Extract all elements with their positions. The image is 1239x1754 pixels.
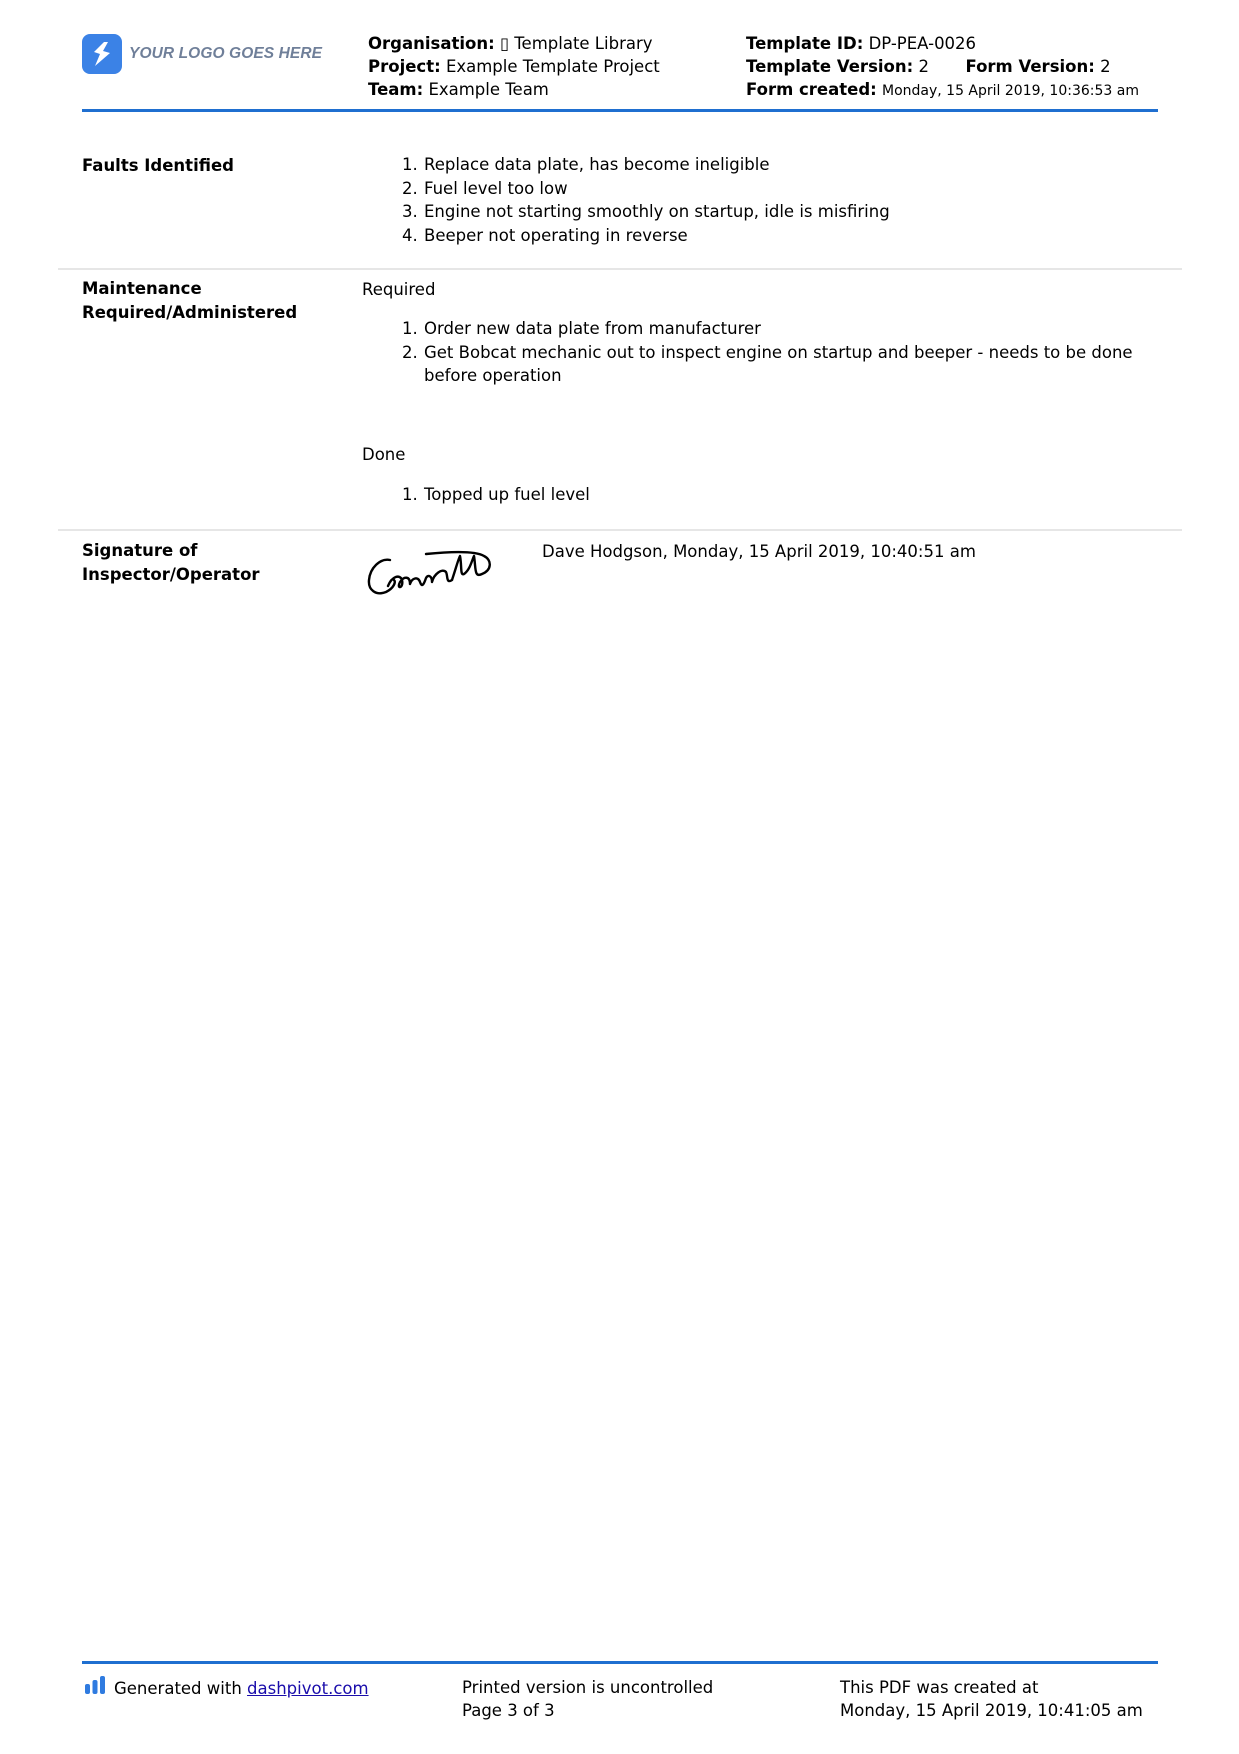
- template-version-value: 2: [918, 57, 929, 76]
- header-divider: [82, 109, 1158, 112]
- page-number: Page 3 of 3: [462, 1701, 555, 1720]
- footer-created: [840, 1676, 1143, 1722]
- signature-label-line2: Inspector/Operator: [82, 565, 260, 584]
- template-version-label: Template Version:: [746, 57, 914, 76]
- form-version-value: 2: [1100, 57, 1111, 76]
- done-list: [402, 483, 590, 507]
- organisation-line: [368, 32, 660, 55]
- team-line: [368, 78, 660, 101]
- list-item: 2. Fuel level too low: [402, 178, 568, 198]
- project-label: Project:: [368, 57, 441, 76]
- generated-prefix: Generated with: [114, 1678, 242, 1698]
- form-version-label: Form Version:: [965, 57, 1095, 76]
- template-id-label: Template ID:: [746, 34, 864, 53]
- pdf-created-value: Monday, 15 April 2019, 10:41:05 am: [840, 1701, 1143, 1720]
- project-line: [368, 55, 660, 78]
- version-line: [746, 55, 1139, 78]
- section-divider: [58, 529, 1182, 531]
- dashpivot-bar-chart-icon: [84, 1676, 106, 1700]
- company-logo: [82, 34, 322, 74]
- signature-label-line1: Signature of: [82, 541, 198, 560]
- organisation-value: ▯ Template Library: [499, 34, 653, 53]
- list-item: 1. Topped up fuel level: [402, 485, 590, 504]
- dashpivot-link[interactable]: dashpivot.com: [247, 1678, 369, 1698]
- list-item: 1. Order new data plate from manufacturer: [402, 319, 761, 338]
- list-item: 2. Get Bobcat mechanic out to inspect engine on startup and beeper - needs to be done before operation: [402, 342, 1133, 385]
- section-divider: [58, 268, 1182, 270]
- footer-generated: [84, 1676, 369, 1700]
- form-created-value: Monday, 15 April 2019, 10:36:53 am: [882, 83, 1139, 99]
- uncontrolled-notice: Printed version is uncontrolled: [462, 1678, 714, 1697]
- required-heading: Required: [362, 280, 436, 299]
- organisation-label: Organisation:: [368, 34, 495, 53]
- pdf-created-label: This PDF was created at: [840, 1678, 1039, 1697]
- header-template-column: [746, 32, 1139, 103]
- list-item: 1. Replace data plate, has become ineligible: [402, 155, 770, 174]
- done-heading: Done: [362, 445, 406, 464]
- faults-list: [402, 153, 890, 247]
- form-created-line: [746, 78, 1139, 103]
- project-value: Example Template Project: [445, 57, 660, 76]
- faults-label: Faults Identified: [82, 156, 234, 175]
- template-id-value: DP-PEA-0026: [868, 34, 977, 53]
- required-list: [402, 317, 1142, 388]
- maintenance-label-line1: Maintenance: [82, 279, 202, 298]
- list-item: 3. Engine not starting smoothly on startup, idle is misfiring: [402, 202, 890, 221]
- footer-page-info: [462, 1676, 713, 1722]
- maintenance-label: [82, 277, 297, 325]
- list-item: 4. Beeper not operating in reverse: [402, 225, 688, 245]
- header-org-column: [368, 32, 660, 101]
- logo-text: YOUR LOGO GOES HERE: [129, 45, 323, 62]
- logo-badge-icon: [82, 34, 122, 74]
- signed-by-text: Dave Hodgson, Monday, 15 April 2019, 10:40:51 am: [542, 542, 976, 561]
- template-id-line: [746, 32, 1139, 55]
- team-value: Example Team: [428, 80, 549, 99]
- signature-label: [82, 539, 260, 587]
- maintenance-label-line2: Required/Administered: [82, 303, 298, 322]
- form-created-label: Form created:: [746, 80, 877, 99]
- footer-divider: [82, 1661, 1158, 1664]
- page-header: [82, 28, 1158, 112]
- team-label: Team:: [368, 80, 424, 99]
- signature-image: [366, 546, 500, 608]
